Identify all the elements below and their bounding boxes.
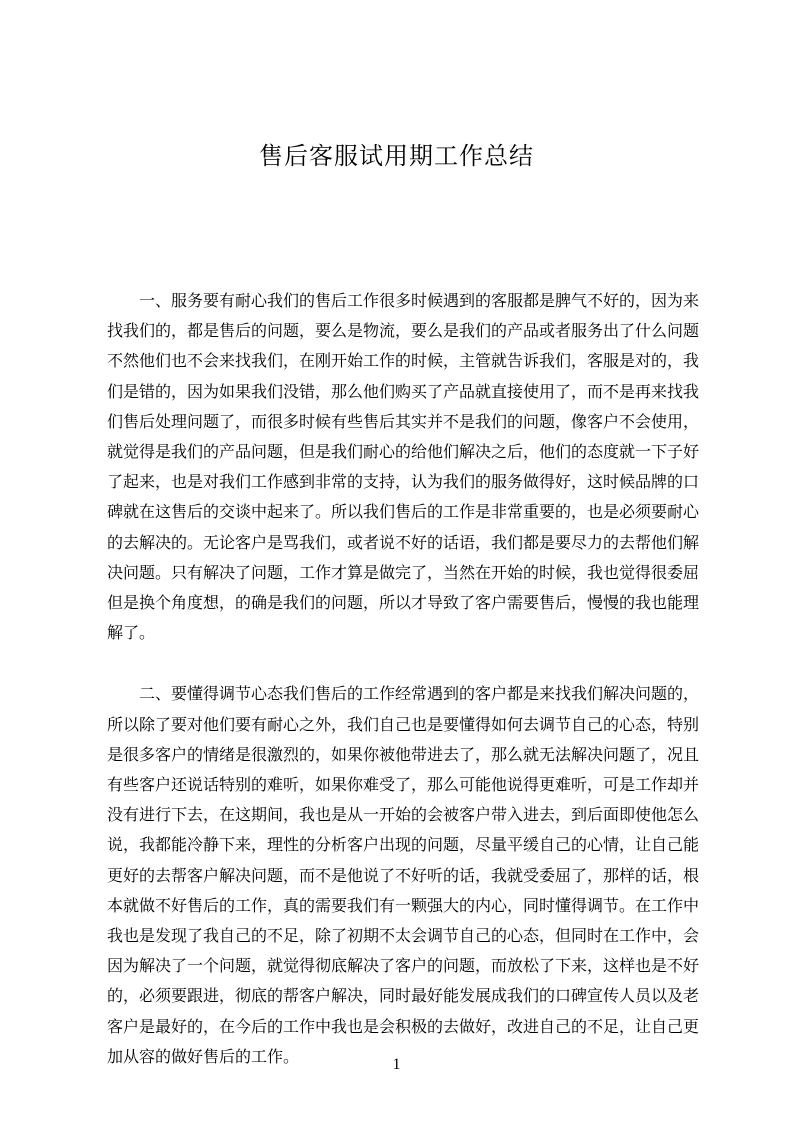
paragraph-2: 二、要懂得调节心态我们售后的工作经常遇到的客户都是来找我们解决问题的，所以除了要对他们要有耐心之外，我们自己也是要懂得如何去调节自己的心态，特别是很多客户的情绪是很激烈的，如果你被他带进去了，那么就无法解决问题了，况且有些客户还说话特别的难听，如果你难受了，那么可能他说得更难听，可是工作却并没有进行下去，在这期间，我也是从一开始的会被客户带入进去，到后面即使他怎么说，我都能冷静下来，理性的分析客户出现的问题，尽量平缓自己的心情，让自己能更好的去帮客户解决问题，而不是他说了不好听的话，我就受委屈了，那样的话，根本就做不好售后的工作，真的需要我们有一颗强大的内心，同时懂得调节。在工作中我也是发现了我自己的不足，除了初期不太会调节自己的心态，但同时在工作中，会因为解决了一个问题，就觉得彻底解决了客户的问题，而放松了下来，这样也是不好的，必须要跟进，彻底的帮客户解决，同时最好能发展成我们的口碑宣传人员以及老客户是最好的，在今后的工作中我也是会积极的去做好，改进自己的不足，让自己更加从容的做好售后的工作。	[107, 684, 700, 1066]
paragraph-1: 一、服务要有耐心我们的售后工作很多时候遇到的客服都是脾气不好的，因为来找我们的，都是售后的问题，要么是物流，要么是我们的产品或者服务出了什么问题不然他们也不会来找我们，在刚开始工作的时候，主管就告诉我们，客服是对的，我们是错的，因为如果我们没错，那么他们购买了产品就直接使用了，而不是再来找我们售后处理问题了，而很多时候有些售后其实并不是我们的问题，像客户不会使用，就觉得是我们的产品问题，但是我们耐心的给他们解决之后，他们的态度就一下子好了起来，也是对我们工作感到非常的支持，认为我们的服务做得好，这时候品牌的口碑就在这售后的交谈中起来了。所以我们售后的工作是非常重要的，也是必须要耐心的去解决的。无论客户是骂我们，或者说不好的话语，我们都是要尽力的去帮他们解决问题。只有解决了问题，工作才算是做完了，当然在开始的时候，我也觉得很委屈但是换个角度想，的确是我们的问题，所以才导致了客户需要售后，慢慢的我也能理解了。	[107, 291, 700, 643]
document-title: 售后客服试用期工作总结	[259, 142, 534, 170]
document-body	[107, 286, 699, 1103]
page-number: 1	[392, 1056, 401, 1073]
